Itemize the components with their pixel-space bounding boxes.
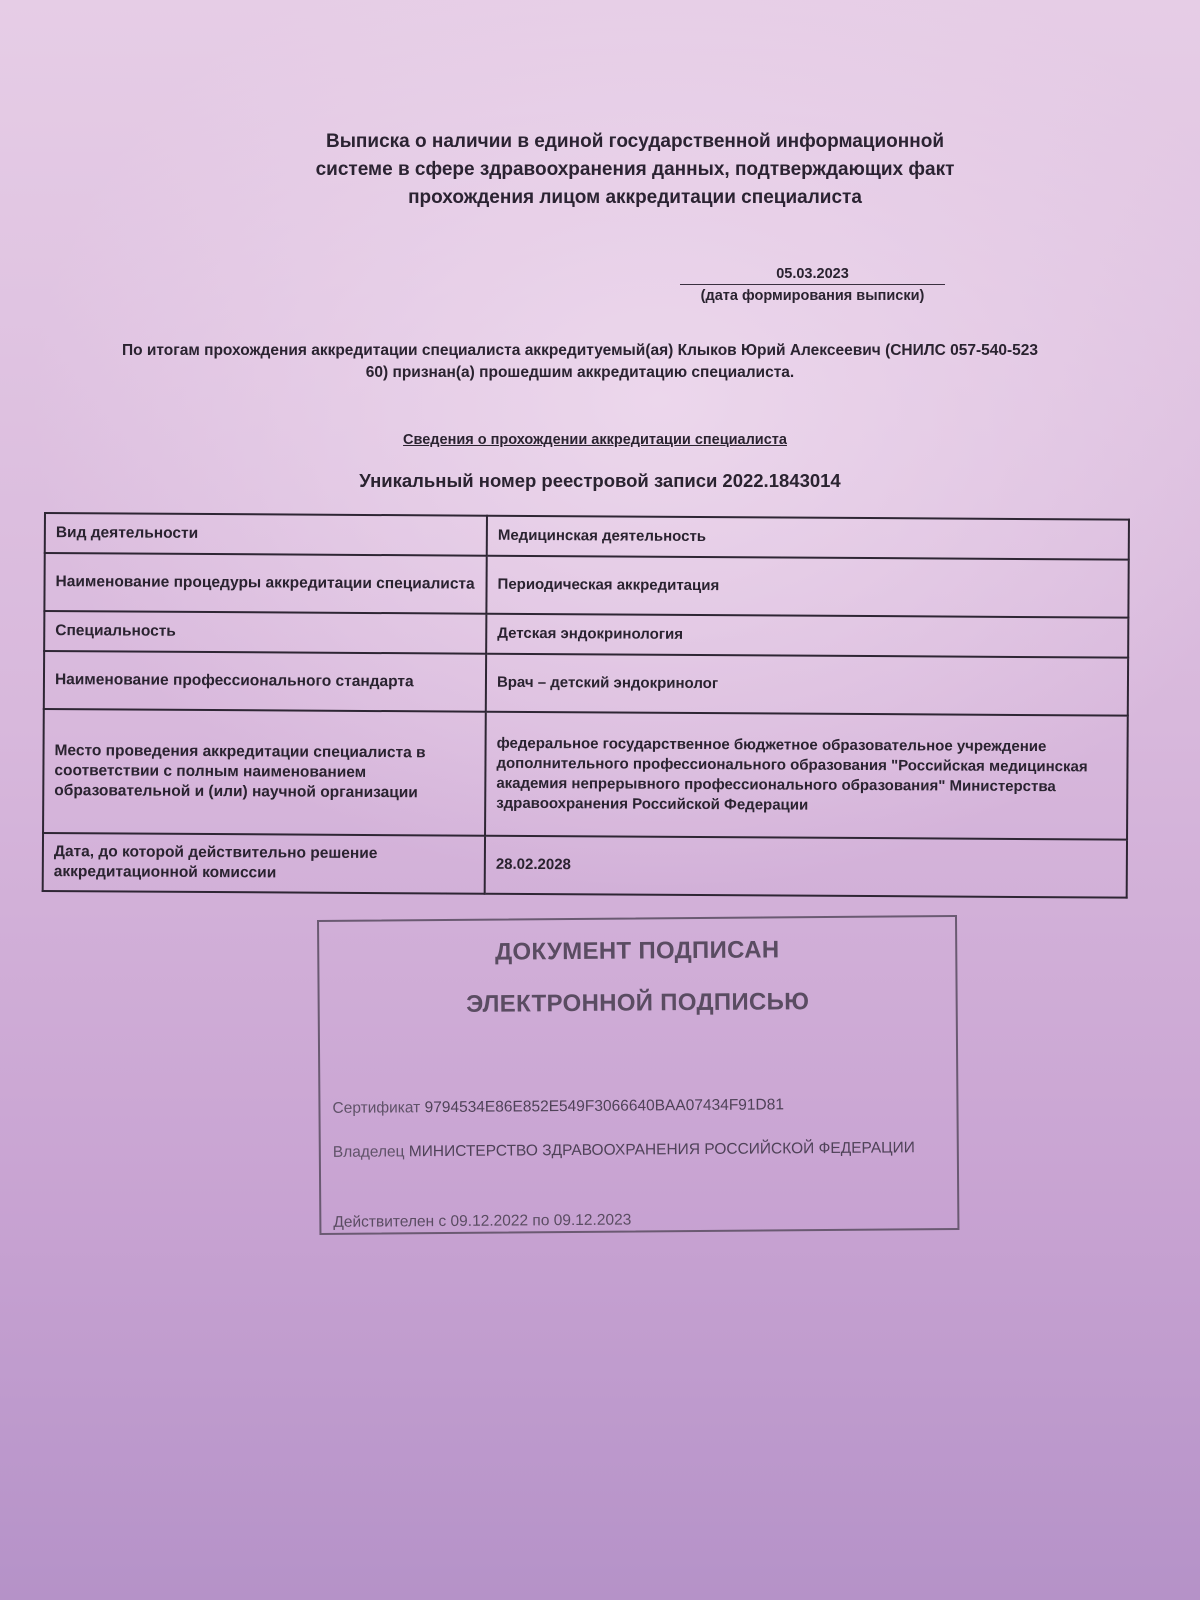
title-line-2: системе в сфере здравоохранения данных, подтверждающих факт bbox=[315, 159, 955, 180]
accreditation-info-table bbox=[42, 512, 1130, 899]
owner-label: Владелец bbox=[332, 1143, 405, 1161]
statement-date-caption: (дата формирования выписки) bbox=[700, 288, 925, 304]
row-value: 28.02.2028 bbox=[485, 836, 1127, 898]
certificate-number: 9794534E86E852E549F3066640BAA07434F91D81 bbox=[424, 1096, 785, 1117]
registry-number: 2022.1843014 bbox=[722, 470, 841, 491]
intro-line-2: 60) признан(а) прошедшим аккредитацию специалиста. bbox=[365, 364, 795, 381]
title-line-1: Выписка о наличии в единой государственной информационной bbox=[325, 131, 945, 152]
table-row bbox=[44, 651, 1128, 716]
row-label: Место проведения аккредитации специалиста в соответствии с полным наименованием образовательной и (или) научной организации bbox=[43, 709, 486, 836]
electronic-signature-stamp bbox=[317, 915, 959, 1235]
row-value: Врач – детский эндокринолог bbox=[486, 654, 1128, 716]
statement-date-block bbox=[680, 266, 945, 304]
title-line-3: прохождения лицом аккредитации специалиста bbox=[408, 187, 862, 208]
certificate-line bbox=[332, 1093, 932, 1120]
row-label: Вид деятельности bbox=[45, 513, 487, 556]
stamp-heading-line-2: ЭЛЕКТРОННОЙ ПОДПИСЬЮ bbox=[466, 988, 810, 1018]
table-row bbox=[45, 513, 1129, 560]
row-value: Медицинская деятельность bbox=[487, 516, 1129, 560]
section-heading: Сведения о прохождении аккредитации специалиста bbox=[403, 432, 787, 448]
row-label: Наименование профессионального стандарта bbox=[44, 651, 486, 712]
row-value: федеральное государственное бюджетное образовательное учреждение дополнительного профессионального образования "Российская медицинская академия непрерывного профессионального образования" Министерства здравоохранения Российской Федерации bbox=[485, 712, 1128, 840]
owner-line bbox=[333, 1137, 933, 1164]
intro-paragraph bbox=[55, 340, 1105, 384]
table-row bbox=[43, 833, 1127, 898]
table-row bbox=[44, 553, 1128, 618]
row-value: Периодическая аккредитация bbox=[486, 556, 1128, 618]
row-label: Дата, до которой действительно решение аккредитационной комиссии bbox=[43, 833, 485, 894]
row-label: Специальность bbox=[44, 611, 486, 654]
intro-line-1: По итогам прохождения аккредитации специалиста аккредитуемый(ая) Клыков Юрий Алексеевич (СНИЛС 057-540-523 bbox=[121, 342, 1039, 359]
registry-record bbox=[260, 470, 940, 492]
registry-label: Уникальный номер реестровой записи bbox=[359, 470, 718, 491]
row-label: Наименование процедуры аккредитации специалиста bbox=[44, 553, 486, 614]
validity-line: Действителен с 09.12.2022 по 09.12.2023 bbox=[333, 1211, 632, 1231]
stamp-heading-line-1: ДОКУМЕНТ ПОДПИСАН bbox=[494, 936, 780, 966]
owner-name: МИНИСТЕРСТВО ЗДРАВООХРАНЕНИЯ РОССИЙСКОЙ ФЕДЕРАЦИИ bbox=[408, 1139, 915, 1161]
table-row bbox=[43, 709, 1128, 840]
statement-date: 05.03.2023 bbox=[680, 266, 945, 285]
certificate-label: Сертификат bbox=[332, 1099, 421, 1117]
document-title bbox=[200, 128, 1070, 212]
table-row bbox=[44, 611, 1128, 658]
row-value: Детская эндокринология bbox=[486, 614, 1128, 658]
